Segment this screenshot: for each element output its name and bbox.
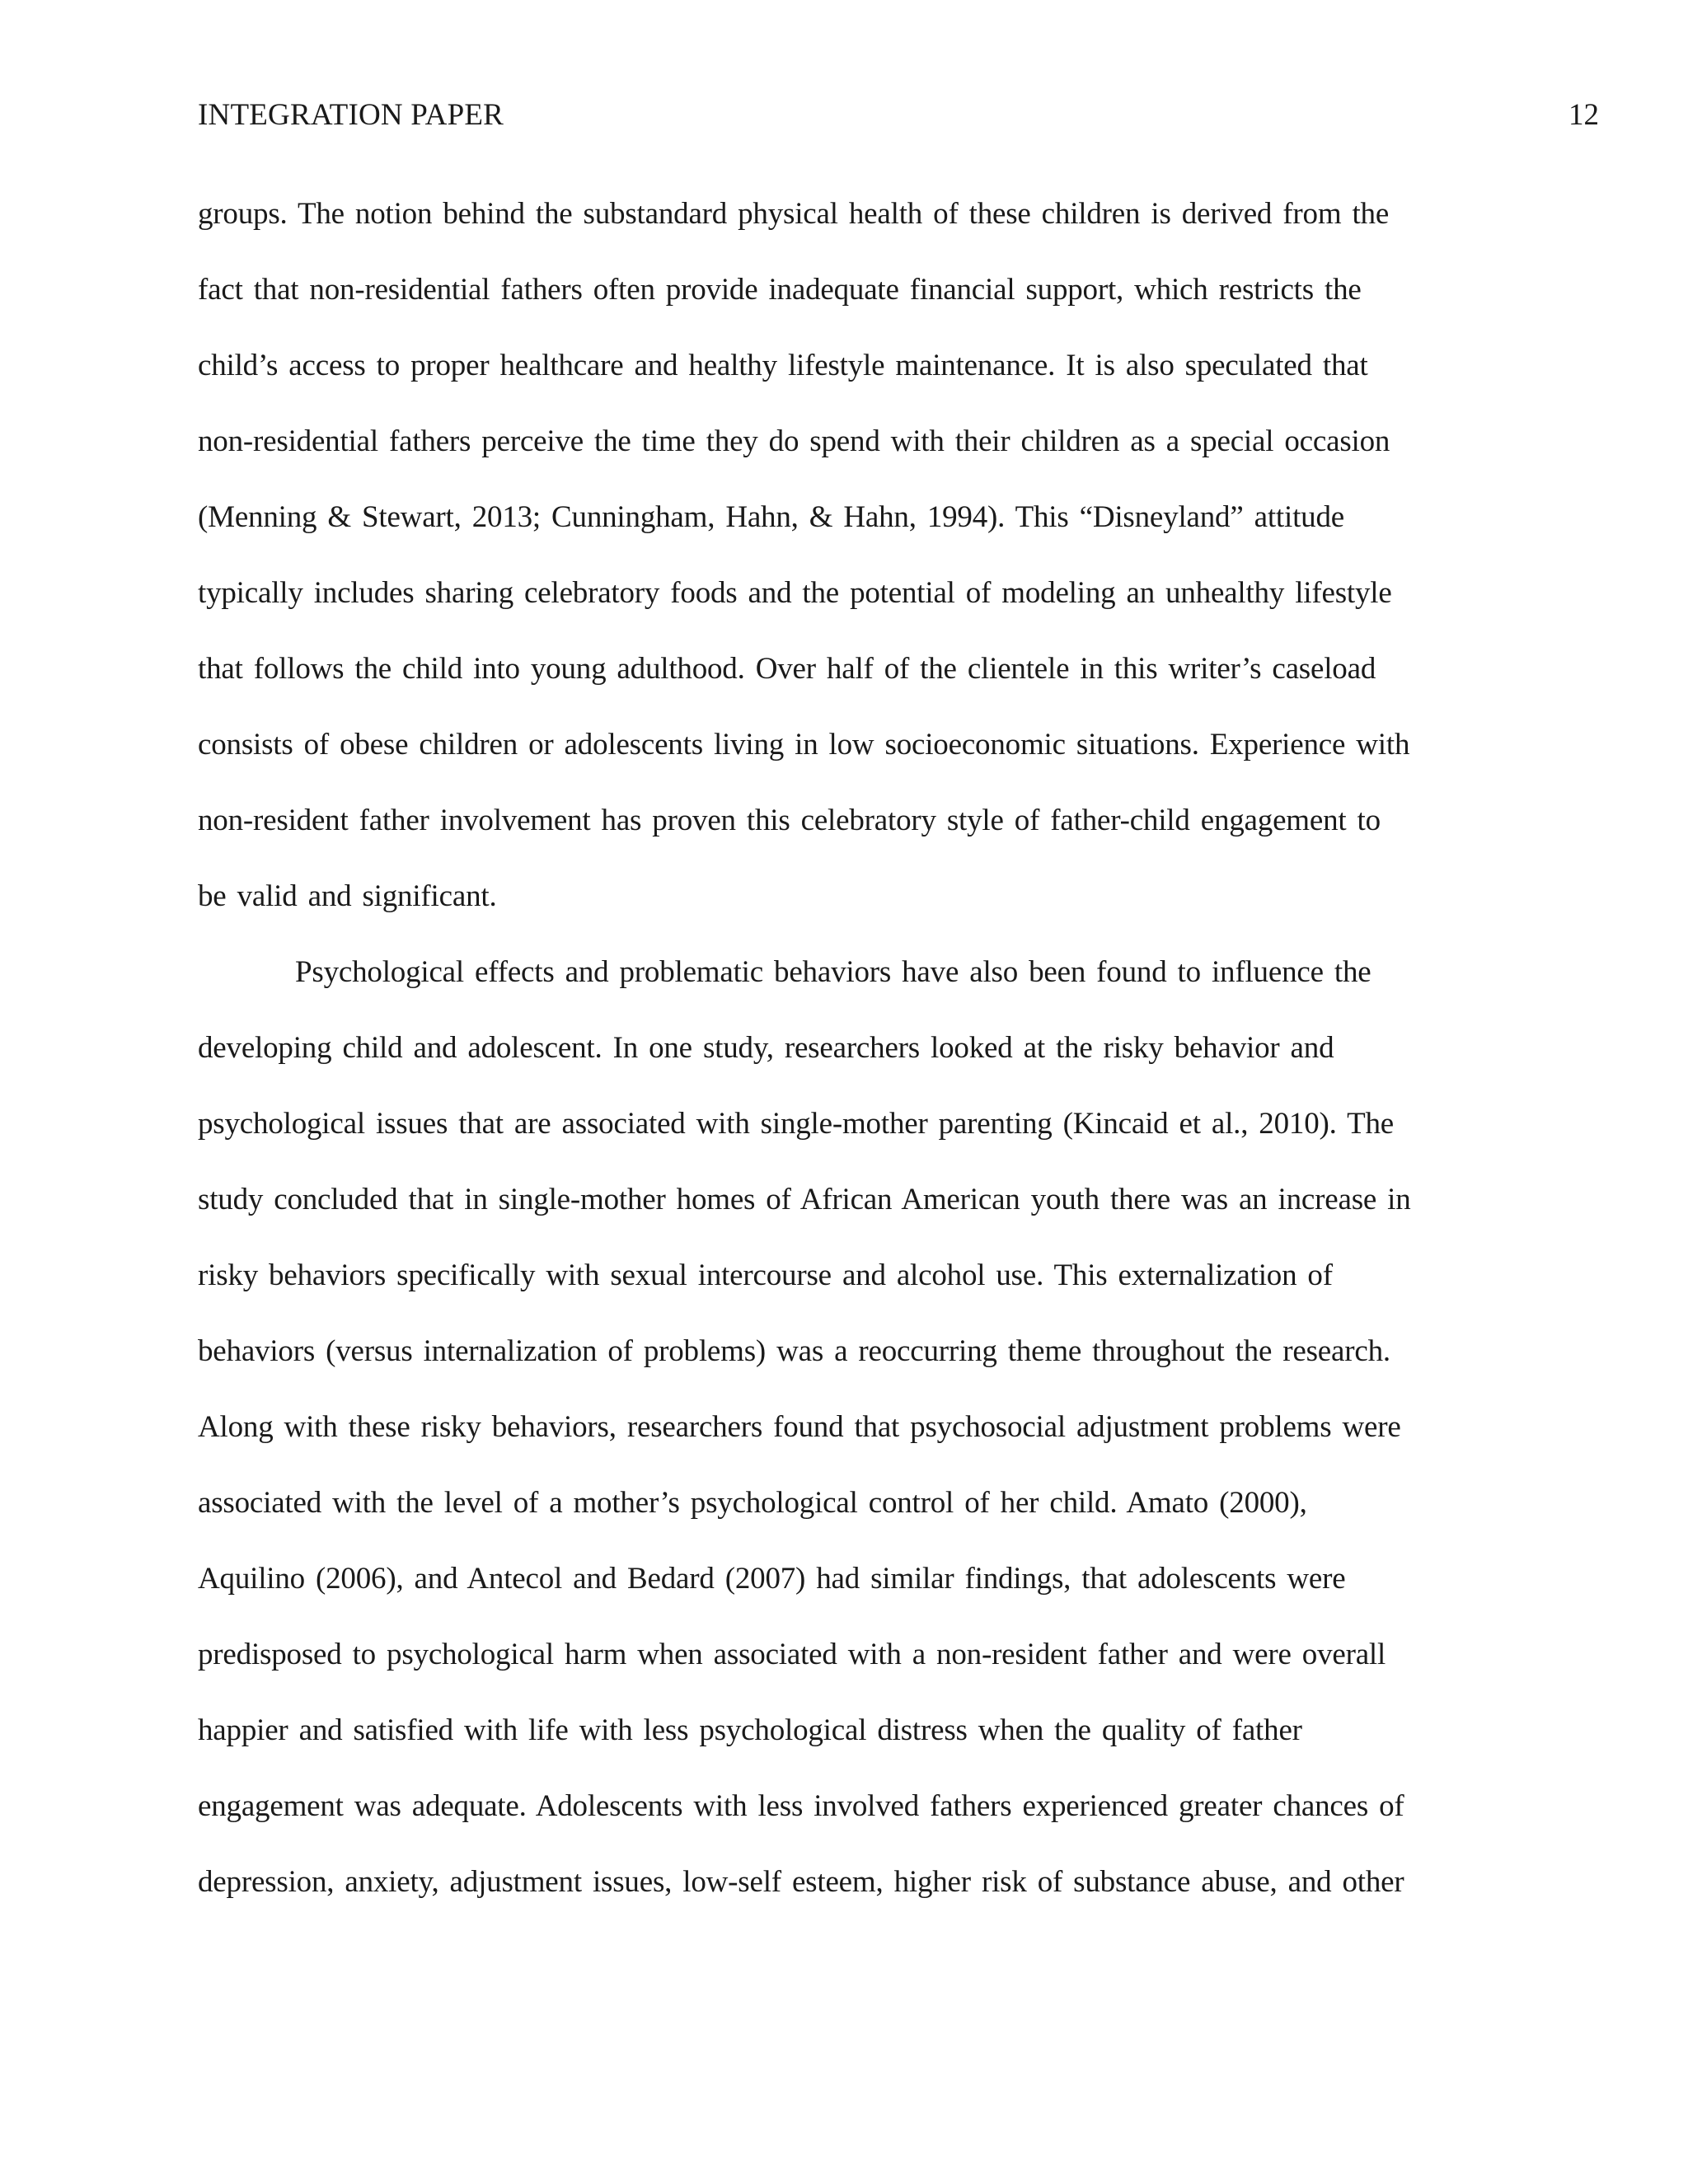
text-line: that follows the child into young adulthood. Over half of the clientele in this writer’s caseload — [198, 652, 1376, 686]
text-line: non-resident father involvement has proven this celebratory style of father-child engagement to — [198, 804, 1381, 837]
text-line: fact that non-residential fathers often provide inadequate financial support, which restricts the — [198, 273, 1362, 307]
text-line: associated with the level of a mother’s psychological control of her child. Amato (2000), — [198, 1486, 1307, 1520]
paragraph-first-line: Psychological effects and problematic behaviors have also been found to influence the — [295, 955, 1372, 989]
text-line: risky behaviors specifically with sexual intercourse and alcohol use. This externalization of — [198, 1258, 1333, 1292]
text-line: happier and satisfied with life with less psychological distress when the quality of father — [198, 1713, 1302, 1747]
text-line: groups. The notion behind the substandard physical health of these children is derived from the — [198, 197, 1390, 231]
text-line: non-residential fathers perceive the time they do spend with their children as a special occasion — [198, 424, 1390, 458]
text-line: depression, anxiety, adjustment issues, low-self esteem, higher risk of substance abuse, and other — [198, 1865, 1404, 1899]
page-number: 12 — [1568, 98, 1599, 132]
body-text — [198, 190, 1500, 1933]
text-line: Along with these risky behaviors, researchers found that psychosocial adjustment problems were — [198, 1410, 1401, 1444]
text-line: be valid and significant. — [198, 879, 497, 913]
text-line: behaviors (versus internalization of problems) was a reoccurring theme throughout the research. — [198, 1334, 1390, 1368]
text-line: predisposed to psychological harm when associated with a non-resident father and were overall — [198, 1638, 1386, 1671]
text-line: child’s access to proper healthcare and healthy lifestyle maintenance. It is also speculated that — [198, 349, 1368, 382]
text-line: (Menning & Stewart, 2013; Cunningham, Hahn, & Hahn, 1994). This “Disneyland” attitude — [198, 500, 1344, 534]
text-line: engagement was adequate. Adolescents with less involved fathers experienced greater chances of — [198, 1789, 1404, 1823]
text-line: typically includes sharing celebratory foods and the potential of modeling an unhealthy lifestyle — [198, 576, 1392, 610]
text-line: consists of obese children or adolescents living in low socioeconomic situations. Experience with — [198, 728, 1410, 762]
running-head: INTEGRATION PAPER — [198, 98, 504, 132]
text-line: psychological issues that are associated with single-mother parenting (Kincaid et al., 2010). The — [198, 1107, 1394, 1141]
text-line: study concluded that in single-mother homes of African American youth there was an increase in — [198, 1183, 1411, 1216]
text-line: Aquilino (2006), and Antecol and Bedard (2007) had similar findings, that adolescents were — [198, 1562, 1346, 1596]
text-line: developing child and adolescent. In one study, researchers looked at the risky behavior and — [198, 1031, 1334, 1065]
